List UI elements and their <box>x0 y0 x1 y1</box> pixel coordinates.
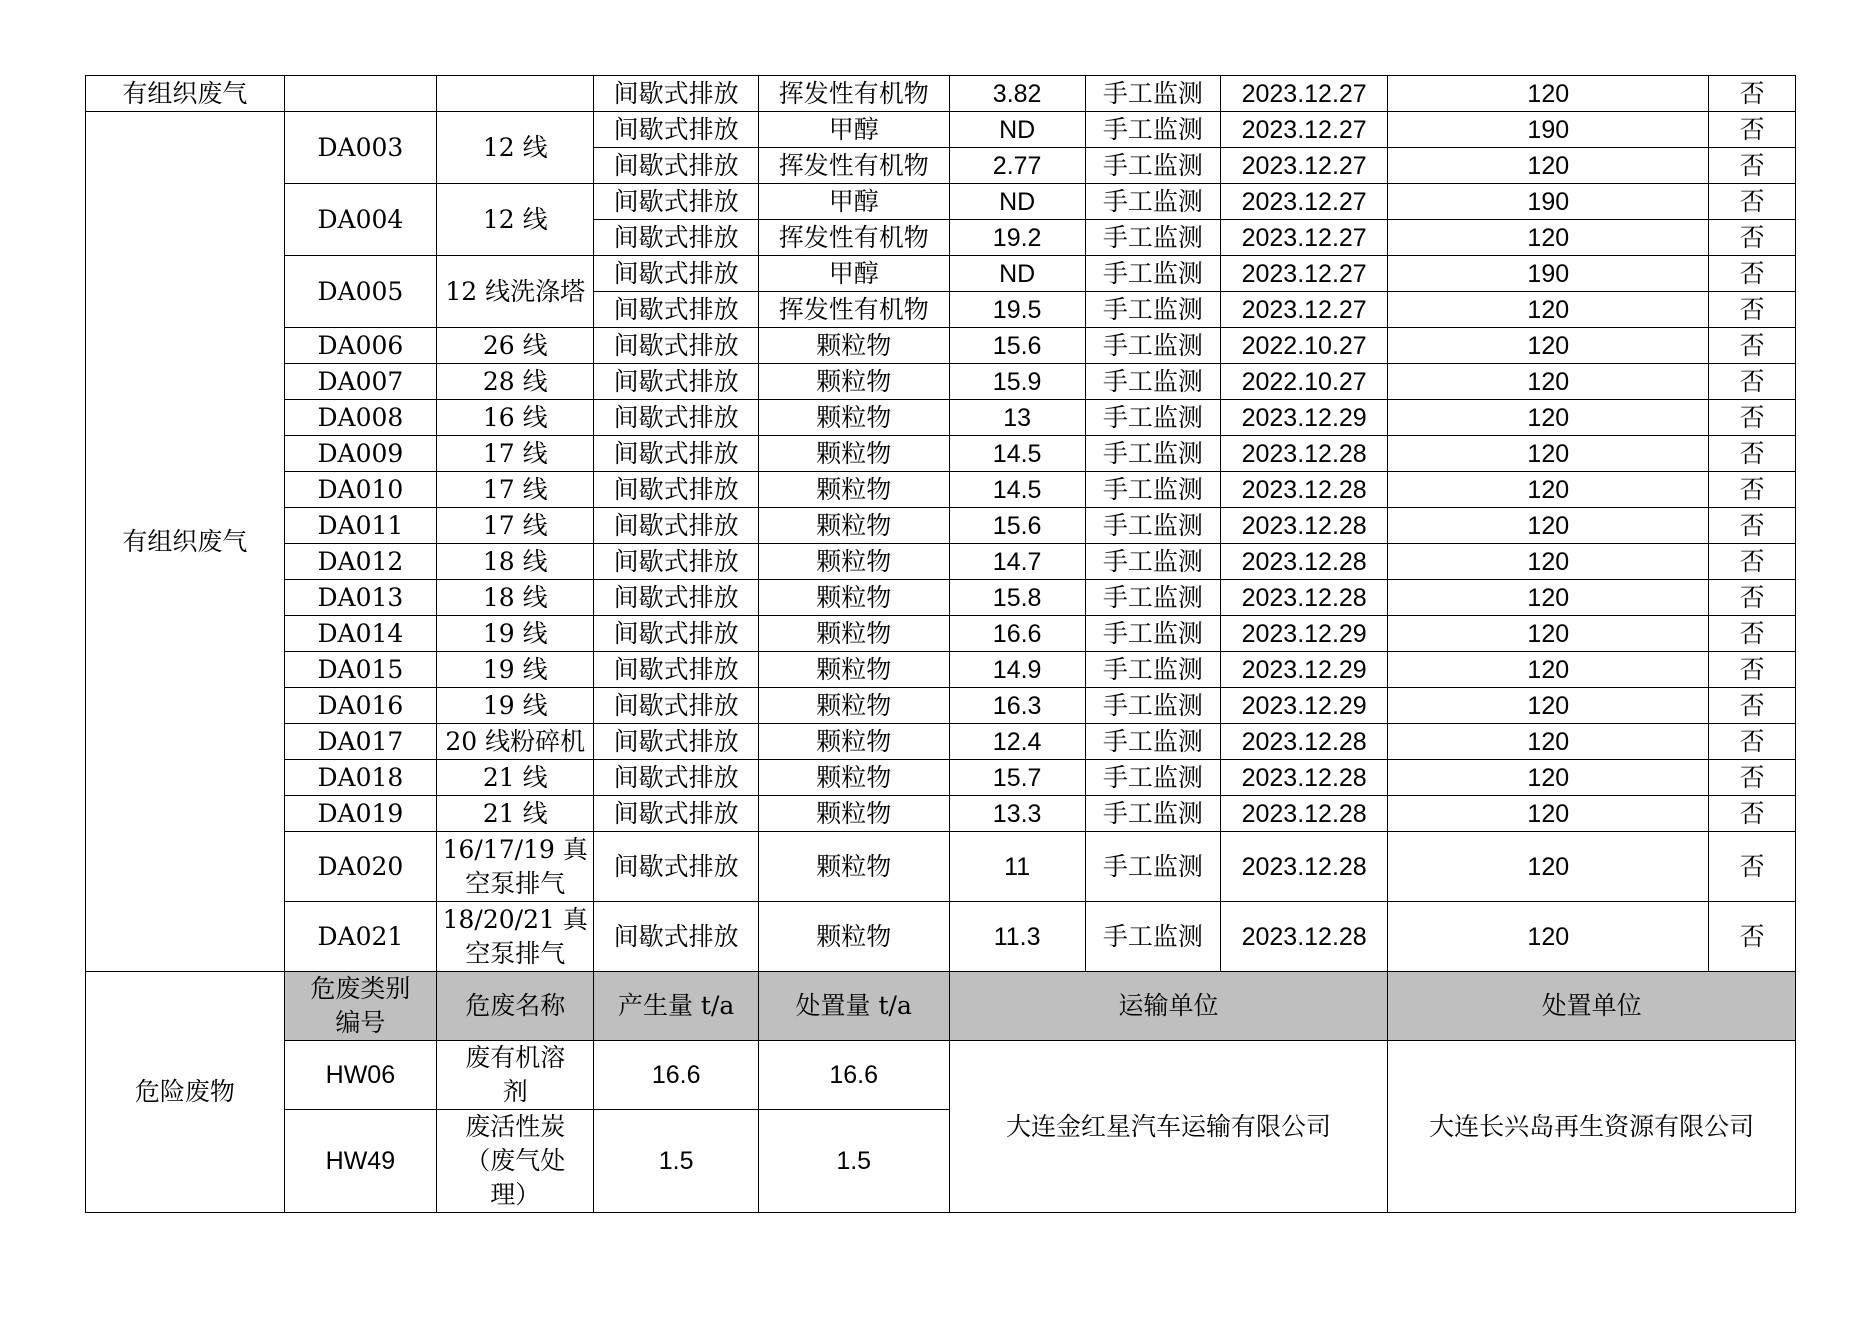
mode-cell: 间歇式排放 <box>594 76 758 112</box>
source-cell: 16 线 <box>437 400 594 436</box>
mode-cell: 间歇式排放 <box>594 328 758 364</box>
limit-cell: 120 <box>1388 902 1709 972</box>
method-cell: 手工监测 <box>1085 796 1220 832</box>
source-cell: 18 线 <box>437 580 594 616</box>
exceed-cell: 否 <box>1709 724 1796 760</box>
method-cell: 手工监测 <box>1085 902 1220 972</box>
method-cell: 手工监测 <box>1085 616 1220 652</box>
pollutant-cell: 颗粒物 <box>758 760 949 796</box>
source-cell: 21 线 <box>437 760 594 796</box>
exceed-cell: 否 <box>1709 328 1796 364</box>
outlet-cell: DA003 <box>284 112 436 184</box>
pollutant-cell: 挥发性有机物 <box>758 148 949 184</box>
limit-cell: 120 <box>1388 148 1709 184</box>
limit-cell: 120 <box>1388 400 1709 436</box>
method-cell: 手工监测 <box>1085 652 1220 688</box>
exceed-cell: 否 <box>1709 184 1796 220</box>
table-row <box>86 436 1796 472</box>
header-produced: 产生量 t/a <box>594 972 758 1041</box>
limit-cell: 120 <box>1388 760 1709 796</box>
table-row <box>86 256 1796 292</box>
date-cell: 2023.12.27 <box>1220 256 1387 292</box>
hw-name-cell <box>437 1110 594 1213</box>
date-cell: 2023.12.27 <box>1220 292 1387 328</box>
exceed-cell: 否 <box>1709 148 1796 184</box>
value-cell: 16.3 <box>949 688 1085 724</box>
header-code <box>284 972 436 1041</box>
value-cell: 3.82 <box>949 76 1085 112</box>
date-cell: 2023.12.28 <box>1220 544 1387 580</box>
mode-cell: 间歇式排放 <box>594 436 758 472</box>
source-line: 16/17/19 真 <box>442 834 588 864</box>
date-cell: 2023.12.28 <box>1220 902 1387 972</box>
value-cell: 19.2 <box>949 220 1085 256</box>
table-row <box>86 544 1796 580</box>
date-cell: 2023.12.28 <box>1220 724 1387 760</box>
outlet-cell: DA019 <box>284 796 436 832</box>
pollutant-cell: 颗粒物 <box>758 724 949 760</box>
method-cell: 手工监测 <box>1085 436 1220 472</box>
disposal-unit-cell: 大连长兴岛再生资源有限公司 <box>1388 1041 1796 1213</box>
outlet-cell: DA009 <box>284 436 436 472</box>
mode-cell: 间歇式排放 <box>594 902 758 972</box>
limit-cell: 120 <box>1388 364 1709 400</box>
hw-name-cell <box>437 1041 594 1110</box>
source-cell: 19 线 <box>437 688 594 724</box>
hw-produced-cell: 1.5 <box>594 1110 758 1213</box>
exceed-cell: 否 <box>1709 796 1796 832</box>
table-row <box>86 796 1796 832</box>
hw-name-line: （废气处 <box>465 1146 566 1175</box>
date-cell: 2023.12.29 <box>1220 688 1387 724</box>
pollutant-cell: 甲醇 <box>758 112 949 148</box>
limit-cell: 120 <box>1388 292 1709 328</box>
value-cell: 11.3 <box>949 902 1085 972</box>
hw-name-line: 废活性炭 <box>465 1112 566 1141</box>
limit-cell: 120 <box>1388 796 1709 832</box>
limit-cell: 120 <box>1388 688 1709 724</box>
source-cell: 20 线粉碎机 <box>437 724 594 760</box>
outlet-cell: DA010 <box>284 472 436 508</box>
table-row <box>86 76 1796 112</box>
pollutant-cell: 颗粒物 <box>758 472 949 508</box>
source-cell <box>437 76 594 112</box>
value-cell: 13 <box>949 400 1085 436</box>
hw-produced-cell: 16.6 <box>594 1041 758 1110</box>
outlet-cell: DA008 <box>284 400 436 436</box>
date-cell: 2023.12.29 <box>1220 400 1387 436</box>
method-cell: 手工监测 <box>1085 508 1220 544</box>
method-cell: 手工监测 <box>1085 688 1220 724</box>
hazardous-header-row <box>86 972 1796 1041</box>
source-cell: 12 线洗涤塔 <box>437 256 594 328</box>
outlet-cell: DA015 <box>284 652 436 688</box>
value-cell: ND <box>949 256 1085 292</box>
table-row <box>86 688 1796 724</box>
method-cell: 手工监测 <box>1085 760 1220 796</box>
value-cell: 15.9 <box>949 364 1085 400</box>
table-row <box>86 400 1796 436</box>
method-cell: 手工监测 <box>1085 112 1220 148</box>
pollutant-cell: 甲醇 <box>758 184 949 220</box>
limit-cell: 120 <box>1388 328 1709 364</box>
method-cell: 手工监测 <box>1085 256 1220 292</box>
date-cell: 2023.12.28 <box>1220 760 1387 796</box>
category-cell: 有组织废气 <box>86 76 285 112</box>
value-cell: 14.5 <box>949 472 1085 508</box>
outlet-cell: DA018 <box>284 760 436 796</box>
exceed-cell: 否 <box>1709 472 1796 508</box>
source-line: 空泵排气 <box>465 938 566 968</box>
method-cell: 手工监测 <box>1085 544 1220 580</box>
source-cell: 12 线 <box>437 184 594 256</box>
exceed-cell: 否 <box>1709 616 1796 652</box>
mode-cell: 间歇式排放 <box>594 112 758 148</box>
date-cell: 2022.10.27 <box>1220 328 1387 364</box>
header-disposal: 处置单位 <box>1388 972 1796 1041</box>
source-line: 空泵排气 <box>465 868 566 898</box>
table-row <box>86 112 1796 148</box>
outlet-cell: DA006 <box>284 328 436 364</box>
exceed-cell: 否 <box>1709 508 1796 544</box>
outlet-cell: DA020 <box>284 832 436 902</box>
date-cell: 2023.12.27 <box>1220 184 1387 220</box>
mode-cell: 间歇式排放 <box>594 724 758 760</box>
outlet-cell: DA013 <box>284 580 436 616</box>
table-row <box>86 902 1796 972</box>
source-cell: 21 线 <box>437 796 594 832</box>
mode-cell: 间歇式排放 <box>594 544 758 580</box>
date-cell: 2023.12.27 <box>1220 148 1387 184</box>
mode-cell: 间歇式排放 <box>594 616 758 652</box>
outlet-cell: DA021 <box>284 902 436 972</box>
source-cell: 19 线 <box>437 652 594 688</box>
hw-code-cell: HW49 <box>284 1110 436 1213</box>
transport-unit-cell: 大连金红星汽车运输有限公司 <box>949 1041 1388 1213</box>
value-cell: 15.6 <box>949 508 1085 544</box>
table-row <box>86 1041 1796 1110</box>
source-line: 18/20/21 真 <box>442 904 588 934</box>
table-row <box>86 616 1796 652</box>
source-cell: 17 线 <box>437 508 594 544</box>
value-cell: 16.6 <box>949 616 1085 652</box>
outlet-cell: DA007 <box>284 364 436 400</box>
mode-cell: 间歇式排放 <box>594 184 758 220</box>
table-row <box>86 508 1796 544</box>
value-cell: 13.3 <box>949 796 1085 832</box>
date-cell: 2023.12.28 <box>1220 472 1387 508</box>
pollutant-cell: 颗粒物 <box>758 796 949 832</box>
hw-name-line: 理） <box>490 1180 541 1209</box>
date-cell: 2023.12.28 <box>1220 580 1387 616</box>
exceed-cell: 否 <box>1709 256 1796 292</box>
method-cell: 手工监测 <box>1085 292 1220 328</box>
date-cell: 2023.12.28 <box>1220 436 1387 472</box>
value-cell: ND <box>949 184 1085 220</box>
method-cell: 手工监测 <box>1085 580 1220 616</box>
pollutant-cell: 颗粒物 <box>758 832 949 902</box>
method-cell: 手工监测 <box>1085 184 1220 220</box>
emissions-table <box>85 75 1796 1213</box>
limit-cell: 120 <box>1388 76 1709 112</box>
pollutant-cell: 颗粒物 <box>758 652 949 688</box>
exceed-cell: 否 <box>1709 760 1796 796</box>
exceed-cell: 否 <box>1709 400 1796 436</box>
limit-cell: 120 <box>1388 508 1709 544</box>
exceed-cell: 否 <box>1709 544 1796 580</box>
source-cell <box>437 832 594 902</box>
value-cell: 14.7 <box>949 544 1085 580</box>
value-cell: 11 <box>949 832 1085 902</box>
table-row <box>86 364 1796 400</box>
header-code-line: 危废类别 <box>310 974 411 1003</box>
exceed-cell: 否 <box>1709 364 1796 400</box>
value-cell: 12.4 <box>949 724 1085 760</box>
method-cell: 手工监测 <box>1085 76 1220 112</box>
value-cell: 2.77 <box>949 148 1085 184</box>
outlet-cell: DA016 <box>284 688 436 724</box>
method-cell: 手工监测 <box>1085 328 1220 364</box>
pollutant-cell: 甲醇 <box>758 256 949 292</box>
pollutant-cell: 颗粒物 <box>758 616 949 652</box>
limit-cell: 120 <box>1388 652 1709 688</box>
limit-cell: 190 <box>1388 184 1709 220</box>
outlet-cell: DA004 <box>284 184 436 256</box>
source-cell: 12 线 <box>437 112 594 184</box>
date-cell: 2023.12.29 <box>1220 616 1387 652</box>
outlet-cell: DA011 <box>284 508 436 544</box>
date-cell: 2023.12.28 <box>1220 832 1387 902</box>
mode-cell: 间歇式排放 <box>594 508 758 544</box>
category-cell: 危险废物 <box>86 972 285 1213</box>
exceed-cell: 否 <box>1709 76 1796 112</box>
table-row <box>86 328 1796 364</box>
limit-cell: 120 <box>1388 724 1709 760</box>
pollutant-cell: 颗粒物 <box>758 688 949 724</box>
date-cell: 2023.12.29 <box>1220 652 1387 688</box>
header-name: 危废名称 <box>437 972 594 1041</box>
mode-cell: 间歇式排放 <box>594 652 758 688</box>
outlet-cell: DA012 <box>284 544 436 580</box>
limit-cell: 190 <box>1388 112 1709 148</box>
value-cell: 15.8 <box>949 580 1085 616</box>
pollutant-cell: 颗粒物 <box>758 508 949 544</box>
category-cell: 有组织废气 <box>86 112 285 972</box>
date-cell: 2023.12.28 <box>1220 508 1387 544</box>
pollutant-cell: 颗粒物 <box>758 436 949 472</box>
exceed-cell: 否 <box>1709 220 1796 256</box>
value-cell: 14.5 <box>949 436 1085 472</box>
source-cell <box>437 902 594 972</box>
table-row <box>86 580 1796 616</box>
value-cell: 15.7 <box>949 760 1085 796</box>
limit-cell: 120 <box>1388 832 1709 902</box>
method-cell: 手工监测 <box>1085 472 1220 508</box>
date-cell: 2023.12.27 <box>1220 76 1387 112</box>
table-row <box>86 832 1796 902</box>
table-row <box>86 760 1796 796</box>
limit-cell: 120 <box>1388 436 1709 472</box>
header-code-line: 编号 <box>335 1008 386 1037</box>
source-cell: 17 线 <box>437 436 594 472</box>
header-disposed: 处置量 t/a <box>758 972 949 1041</box>
date-cell: 2022.10.27 <box>1220 364 1387 400</box>
table-row <box>86 184 1796 220</box>
hw-name-line: 废有机溶 <box>465 1043 566 1072</box>
limit-cell: 120 <box>1388 472 1709 508</box>
limit-cell: 120 <box>1388 220 1709 256</box>
table-row <box>86 724 1796 760</box>
mode-cell: 间歇式排放 <box>594 148 758 184</box>
pollutant-cell: 颗粒物 <box>758 580 949 616</box>
pollutant-cell: 挥发性有机物 <box>758 220 949 256</box>
mode-cell: 间歇式排放 <box>594 832 758 902</box>
outlet-cell: DA005 <box>284 256 436 328</box>
mode-cell: 间歇式排放 <box>594 220 758 256</box>
limit-cell: 120 <box>1388 616 1709 652</box>
hw-code-cell: HW06 <box>284 1041 436 1110</box>
exceed-cell: 否 <box>1709 292 1796 328</box>
pollutant-cell: 挥发性有机物 <box>758 76 949 112</box>
mode-cell: 间歇式排放 <box>594 760 758 796</box>
date-cell: 2023.12.27 <box>1220 112 1387 148</box>
hw-disposed-cell: 1.5 <box>758 1110 949 1213</box>
value-cell: ND <box>949 112 1085 148</box>
method-cell: 手工监测 <box>1085 724 1220 760</box>
source-cell: 17 线 <box>437 472 594 508</box>
exceed-cell: 否 <box>1709 902 1796 972</box>
pollutant-cell: 颗粒物 <box>758 544 949 580</box>
limit-cell: 190 <box>1388 256 1709 292</box>
limit-cell: 120 <box>1388 580 1709 616</box>
outlet-cell: DA014 <box>284 616 436 652</box>
exceed-cell: 否 <box>1709 652 1796 688</box>
mode-cell: 间歇式排放 <box>594 580 758 616</box>
exceed-cell: 否 <box>1709 580 1796 616</box>
method-cell: 手工监测 <box>1085 148 1220 184</box>
mode-cell: 间歇式排放 <box>594 688 758 724</box>
mode-cell: 间歇式排放 <box>594 292 758 328</box>
source-cell: 26 线 <box>437 328 594 364</box>
mode-cell: 间歇式排放 <box>594 256 758 292</box>
hw-disposed-cell: 16.6 <box>758 1041 949 1110</box>
pollutant-cell: 颗粒物 <box>758 902 949 972</box>
mode-cell: 间歇式排放 <box>594 400 758 436</box>
pollutant-cell: 颗粒物 <box>758 328 949 364</box>
source-cell: 19 线 <box>437 616 594 652</box>
header-transport: 运输单位 <box>949 972 1388 1041</box>
exceed-cell: 否 <box>1709 832 1796 902</box>
pollutant-cell: 颗粒物 <box>758 364 949 400</box>
date-cell: 2023.12.28 <box>1220 796 1387 832</box>
method-cell: 手工监测 <box>1085 220 1220 256</box>
limit-cell: 120 <box>1388 544 1709 580</box>
value-cell: 15.6 <box>949 328 1085 364</box>
value-cell: 19.5 <box>949 292 1085 328</box>
outlet-cell <box>284 76 436 112</box>
table-row <box>86 472 1796 508</box>
source-cell: 18 线 <box>437 544 594 580</box>
pollutant-cell: 颗粒物 <box>758 400 949 436</box>
mode-cell: 间歇式排放 <box>594 796 758 832</box>
source-cell: 28 线 <box>437 364 594 400</box>
exceed-cell: 否 <box>1709 112 1796 148</box>
exceed-cell: 否 <box>1709 688 1796 724</box>
value-cell: 14.9 <box>949 652 1085 688</box>
mode-cell: 间歇式排放 <box>594 364 758 400</box>
outlet-cell: DA017 <box>284 724 436 760</box>
mode-cell: 间歇式排放 <box>594 472 758 508</box>
method-cell: 手工监测 <box>1085 364 1220 400</box>
exceed-cell: 否 <box>1709 436 1796 472</box>
date-cell: 2023.12.27 <box>1220 220 1387 256</box>
hw-name-line: 剂 <box>502 1077 528 1106</box>
method-cell: 手工监测 <box>1085 400 1220 436</box>
table-row <box>86 652 1796 688</box>
method-cell: 手工监测 <box>1085 832 1220 902</box>
pollutant-cell: 挥发性有机物 <box>758 292 949 328</box>
